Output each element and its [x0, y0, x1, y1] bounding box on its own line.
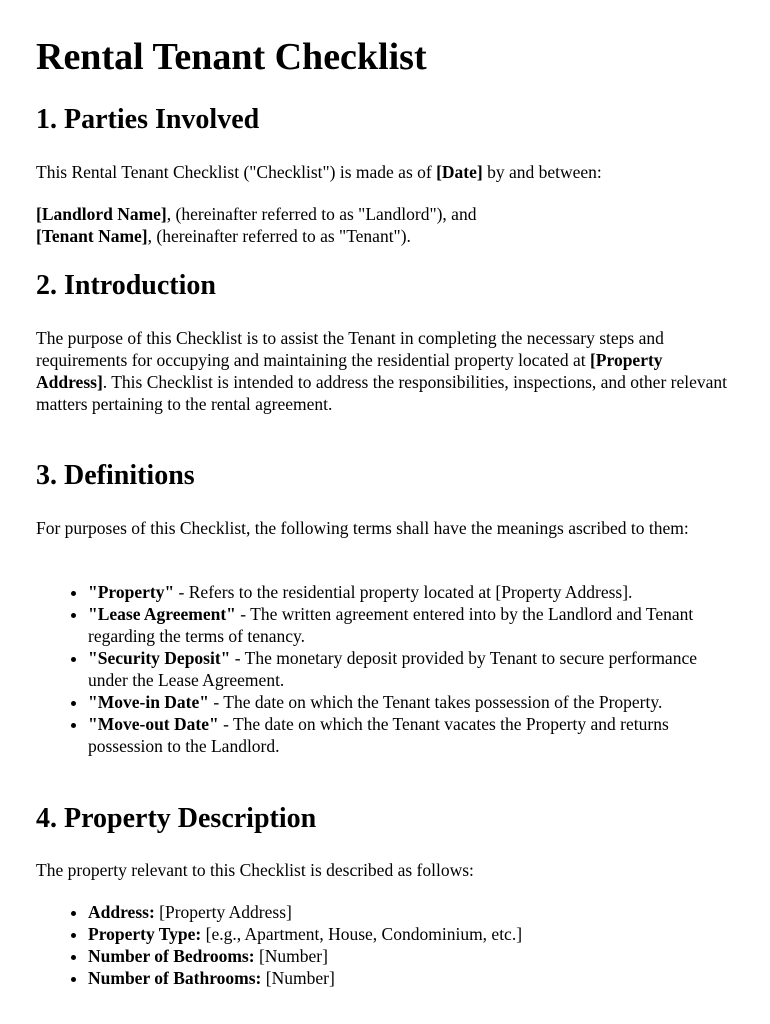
property-details-list	[36, 901, 736, 989]
section-heading-introduction: 2. Introduction	[36, 270, 216, 301]
list-item	[88, 603, 736, 647]
property-detail-value: [Number]	[261, 968, 335, 988]
list-item	[88, 581, 736, 603]
property-detail-value: [Property Address]	[154, 902, 292, 922]
introduction-text-pre: The purpose of this Checklist is to assist the Tenant in completing the necessary steps and requirements for occupying and maintaining the residential property located at	[36, 328, 664, 370]
parties-intro-pre: This Rental Tenant Checklist ("Checklist") is made as of	[36, 162, 437, 182]
tenant-name-placeholder: [Tenant Name]	[36, 226, 148, 246]
list-item	[88, 691, 736, 713]
property-detail-term: Address:	[88, 902, 155, 922]
property-detail-term: Property Type:	[88, 924, 202, 944]
definition-text: - The written agreement entered into by the Landlord and Tenant regarding the terms of tenancy.	[88, 604, 694, 646]
parties-intro-post: by and between:	[482, 162, 602, 182]
definition-term: "Move-in Date"	[88, 692, 209, 712]
definition-term: "Security Deposit"	[88, 648, 231, 668]
definition-term: "Move-out Date"	[88, 714, 219, 734]
landlord-line-rest: , (hereinafter referred to as "Landlord"), and	[166, 204, 477, 224]
property-address-placeholder: [Property Address]	[36, 350, 663, 392]
introduction-paragraph	[36, 327, 736, 415]
parties-intro	[36, 161, 736, 183]
definition-text: - Refers to the residential property located at [Property Address].	[174, 582, 633, 602]
definition-term: "Property"	[88, 582, 175, 602]
list-item	[88, 901, 736, 923]
property-detail-value: [e.g., Apartment, House, Condominium, etc.]	[201, 924, 523, 944]
introduction-text-post: . This Checklist is intended to address the responsibilities, inspections, and other relevant matters pertaining to the rental agreement.	[36, 372, 727, 414]
section-heading-property-description: 4. Property Description	[36, 803, 317, 834]
list-item	[88, 967, 736, 989]
list-item	[88, 945, 736, 967]
list-item	[88, 923, 736, 945]
property-detail-term: Number of Bathrooms:	[88, 968, 262, 988]
document-title: Rental Tenant Checklist	[36, 36, 427, 78]
definitions-list	[36, 581, 736, 757]
section-heading-definitions: 3. Definitions	[36, 460, 195, 491]
list-item	[88, 713, 736, 757]
landlord-name-placeholder: [Landlord Name]	[36, 204, 167, 224]
definition-text: - The monetary deposit provided by Tenant to secure performance under the Lease Agreement.	[88, 648, 697, 690]
property-description-intro: The property relevant to this Checklist is described as follows:	[36, 860, 474, 880]
property-detail-value: [Number]	[254, 946, 328, 966]
parties-list	[36, 203, 736, 247]
section-heading-parties: 1. Parties Involved	[36, 104, 260, 135]
date-placeholder: [Date]	[436, 162, 483, 182]
definition-text: - The date on which the Tenant vacates the Property and returns possession to the Landlord.	[88, 714, 669, 756]
list-item	[88, 647, 736, 691]
definitions-intro: For purposes of this Checklist, the following terms shall have the meanings ascribed to them:	[36, 518, 689, 538]
definition-term: "Lease Agreement"	[88, 604, 236, 624]
definition-text: - The date on which the Tenant takes possession of the Property.	[209, 692, 663, 712]
property-detail-term: Number of Bedrooms:	[88, 946, 255, 966]
tenant-line-rest: , (hereinafter referred to as "Tenant").	[147, 226, 411, 246]
